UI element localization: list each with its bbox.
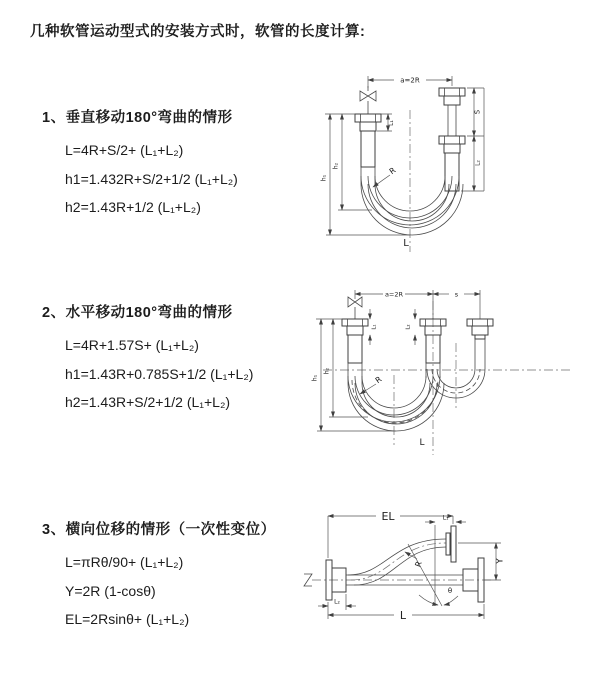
diagram-lateral-displacement xyxy=(298,503,598,663)
dimension-l2 xyxy=(406,309,416,345)
dim-label-h2: h₂ xyxy=(332,162,340,170)
centerline-break-symbol xyxy=(304,574,312,586)
u-bend-hose-left xyxy=(348,363,444,431)
dim-label-l1: L₁ xyxy=(388,120,395,126)
dimension-y xyxy=(458,543,506,580)
right-flange-fitting xyxy=(439,88,465,191)
section-3-formula-el: EL=2Rsinθ+ (L₁+L₂) xyxy=(65,611,190,627)
section-1-heading: 1、垂直移动180°弯曲的情形 xyxy=(42,110,233,126)
dim-label-a2r: a=2R xyxy=(384,290,404,299)
upper-right-flange-fitting xyxy=(446,526,456,562)
dim-label-l-total: L xyxy=(403,238,409,249)
diagram-horizontal-180-bend xyxy=(308,283,588,458)
section-lateral-displacement xyxy=(42,518,276,634)
section-3-formula-l: L=πRθ/90+ (L₁+L₂) xyxy=(65,554,184,570)
section-3-formula-y: Y=2R (1-cosθ) xyxy=(65,582,156,599)
dim-label-l2: L₂ xyxy=(474,160,482,166)
s-curve-hose xyxy=(348,539,446,585)
left-flange-fitting xyxy=(342,319,368,363)
dim-label-h2: h₂ xyxy=(323,367,331,375)
radius-callout xyxy=(360,374,384,394)
braided-hose-left xyxy=(361,131,375,167)
centerline-u-bends xyxy=(394,343,456,445)
dimension-h1-h2 xyxy=(312,319,397,431)
section-2-formula-h2: h2=1.43R+S/2+1/2 (L₁+L₂) xyxy=(65,394,231,410)
dimension-a2r xyxy=(368,76,452,88)
section-3-heading: 3、横向位移的情形（一次性变位） xyxy=(42,522,276,538)
left-flange-fitting xyxy=(355,114,381,167)
radius-callout xyxy=(373,165,398,187)
valve-icon xyxy=(360,86,376,114)
valve-icon xyxy=(348,297,362,319)
dimension-a2r-s xyxy=(355,290,480,319)
section-vertical-movement xyxy=(42,106,238,222)
dimension-l-total xyxy=(328,602,484,622)
dim-label-theta: θ xyxy=(447,587,453,595)
page-title: 几种软管运动型式的安装方式时，软管的长度计算: xyxy=(30,24,366,40)
dim-label-s: s xyxy=(454,290,459,299)
section-2-heading: 2、水平移动180°弯曲的情形 xyxy=(42,305,233,321)
right-flange-fitting xyxy=(467,319,493,339)
section-horizontal-movement xyxy=(42,301,253,417)
dim-label-a2r: a=2R xyxy=(400,76,420,85)
dim-label-s: S xyxy=(473,109,482,115)
dimension-s xyxy=(461,88,484,191)
u-bend-hose xyxy=(361,167,463,235)
section-1-formula-h1: h1=1.432R+S/2+1/2 (L₁+L₂) xyxy=(65,170,238,187)
dimension-el xyxy=(328,510,453,558)
section-2-formula-h1: h1=1.43R+0.785S+1/2 (L₁+L₂) xyxy=(65,365,254,382)
dim-label-r: R xyxy=(413,559,424,569)
dim-label-l2: L₂ xyxy=(405,324,412,330)
dimension-l1 xyxy=(370,309,378,345)
dim-label-l-total: L xyxy=(419,438,425,448)
dim-label-h1: h₁ xyxy=(311,374,319,382)
dimension-l1 xyxy=(425,515,466,523)
dim-label-y: Y xyxy=(495,558,506,564)
dim-label-h1: h₁ xyxy=(320,174,328,182)
section-2-formula-l: L=4R+1.57S+ (L₁+L₂) xyxy=(65,337,199,353)
dim-label-el: EL xyxy=(381,510,395,523)
braided-hose-right xyxy=(445,153,459,191)
diagram-vertical-180-bend xyxy=(300,66,590,256)
dimension-h1-h2 xyxy=(321,114,411,235)
section-1-formula-l: L=4R+S/2+ (L₁+L₂) xyxy=(65,142,184,158)
braided-hose-left xyxy=(348,335,362,363)
dim-label-l: L xyxy=(399,609,407,622)
section-1-formula-h2: h2=1.43R+1/2 (L₁+L₂) xyxy=(65,199,201,215)
dim-label-l1: L₁ xyxy=(371,324,378,330)
dim-label-r: R xyxy=(387,165,398,177)
dim-label-l1: L₁ xyxy=(442,514,449,522)
dim-label-l2: L₂ xyxy=(334,598,340,606)
dim-label-r: R xyxy=(373,374,384,386)
dimension-l2 xyxy=(318,594,356,610)
